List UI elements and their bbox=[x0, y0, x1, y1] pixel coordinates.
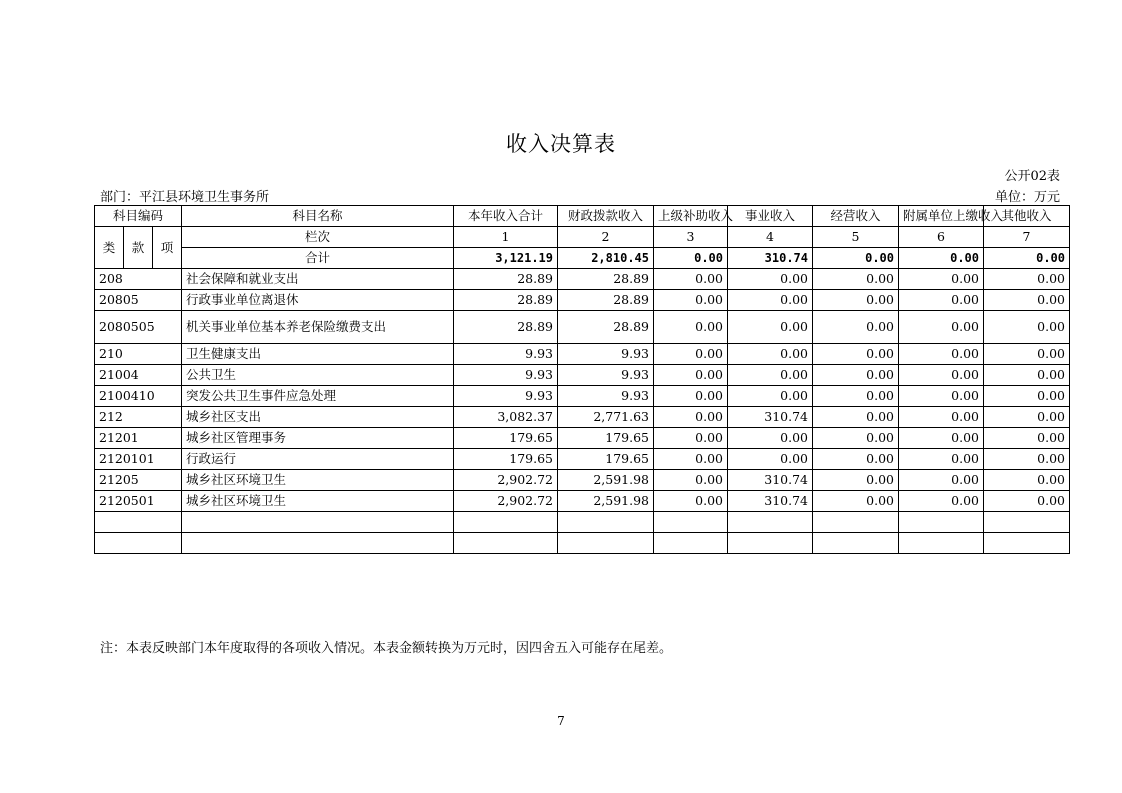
subject-name-cell: 机关事业单位基本养老保险缴费支出 bbox=[182, 311, 454, 344]
col-header-3: 上级补助收入 bbox=[654, 206, 728, 227]
subject-name-cell: 城乡社区管理事务 bbox=[182, 428, 454, 449]
table-row bbox=[95, 428, 1070, 449]
value-cell: 0.00 bbox=[813, 311, 899, 344]
value-cell: 0.00 bbox=[813, 428, 899, 449]
total-value: 0.00 bbox=[813, 248, 899, 269]
value-cell: 0.00 bbox=[899, 491, 984, 512]
total-value: 3,121.19 bbox=[454, 248, 558, 269]
empty-cell bbox=[728, 512, 813, 533]
lei-header: 类 bbox=[95, 227, 124, 269]
value-cell: 0.00 bbox=[728, 386, 813, 407]
col-num: 2 bbox=[558, 227, 654, 248]
table-row bbox=[95, 311, 1070, 344]
value-cell: 0.00 bbox=[654, 290, 728, 311]
value-cell: 0.00 bbox=[899, 428, 984, 449]
subject-name-cell: 城乡社区环境卫生 bbox=[182, 491, 454, 512]
value-cell: 28.89 bbox=[454, 290, 558, 311]
subject-name-cell: 城乡社区环境卫生 bbox=[182, 470, 454, 491]
empty-cell bbox=[95, 533, 182, 554]
value-cell: 0.00 bbox=[813, 491, 899, 512]
total-value: 0.00 bbox=[654, 248, 728, 269]
value-cell: 9.93 bbox=[454, 365, 558, 386]
total-value: 0.00 bbox=[984, 248, 1070, 269]
value-cell: 0.00 bbox=[899, 470, 984, 491]
empty-cell bbox=[558, 512, 654, 533]
value-cell: 0.00 bbox=[813, 290, 899, 311]
value-cell: 0.00 bbox=[728, 344, 813, 365]
table-row bbox=[95, 269, 1070, 290]
table-row bbox=[95, 344, 1070, 365]
empty-cell bbox=[899, 533, 984, 554]
value-cell: 0.00 bbox=[654, 386, 728, 407]
table-row bbox=[95, 449, 1070, 470]
value-cell: 0.00 bbox=[813, 407, 899, 428]
value-cell: 179.65 bbox=[454, 428, 558, 449]
total-value: 2,810.45 bbox=[558, 248, 654, 269]
value-cell: 28.89 bbox=[558, 311, 654, 344]
kuan-header: 款 bbox=[124, 227, 153, 269]
xiang-header: 项 bbox=[153, 227, 182, 269]
col-num: 7 bbox=[984, 227, 1070, 248]
empty-cell bbox=[558, 533, 654, 554]
col-num: 6 bbox=[899, 227, 984, 248]
col-header-4: 事业收入 bbox=[728, 206, 813, 227]
value-cell: 0.00 bbox=[984, 449, 1070, 470]
subject-name-header: 科目名称 bbox=[182, 206, 454, 227]
value-cell: 0.00 bbox=[813, 365, 899, 386]
empty-cell bbox=[95, 512, 182, 533]
value-cell: 0.00 bbox=[984, 491, 1070, 512]
value-cell: 0.00 bbox=[899, 365, 984, 386]
value-cell: 0.00 bbox=[899, 386, 984, 407]
value-cell: 0.00 bbox=[984, 407, 1070, 428]
value-cell: 28.89 bbox=[454, 311, 558, 344]
empty-cell bbox=[813, 533, 899, 554]
col-header-6: 附属单位上缴收入 bbox=[899, 206, 984, 227]
subject-code-cell: 2100410 bbox=[95, 386, 182, 407]
subject-code-cell: 208 bbox=[95, 269, 182, 290]
value-cell: 310.74 bbox=[728, 470, 813, 491]
subject-name-cell: 行政运行 bbox=[182, 449, 454, 470]
value-cell: 0.00 bbox=[899, 269, 984, 290]
subject-name-cell: 卫生健康支出 bbox=[182, 344, 454, 365]
col-header-7: 其他收入 bbox=[984, 206, 1070, 227]
empty-cell bbox=[728, 533, 813, 554]
empty-cell bbox=[899, 512, 984, 533]
subject-code-cell: 20805 bbox=[95, 290, 182, 311]
empty-cell bbox=[654, 533, 728, 554]
value-cell: 0.00 bbox=[728, 290, 813, 311]
value-cell: 0.00 bbox=[654, 491, 728, 512]
subject-name-cell: 突发公共卫生事件应急处理 bbox=[182, 386, 454, 407]
value-cell: 0.00 bbox=[984, 386, 1070, 407]
subject-code-cell: 2120501 bbox=[95, 491, 182, 512]
col-num: 4 bbox=[728, 227, 813, 248]
value-cell: 0.00 bbox=[654, 428, 728, 449]
page-number: 7 bbox=[557, 714, 565, 728]
value-cell: 3,082.37 bbox=[454, 407, 558, 428]
value-cell: 0.00 bbox=[984, 290, 1070, 311]
value-cell: 0.00 bbox=[984, 365, 1070, 386]
table-row bbox=[95, 470, 1070, 491]
value-cell: 0.00 bbox=[654, 269, 728, 290]
subject-code-cell: 21004 bbox=[95, 365, 182, 386]
table-row bbox=[95, 491, 1070, 512]
value-cell: 9.93 bbox=[454, 386, 558, 407]
empty-cell bbox=[454, 512, 558, 533]
value-cell: 2,902.72 bbox=[454, 491, 558, 512]
value-cell: 0.00 bbox=[984, 470, 1070, 491]
value-cell: 2,591.98 bbox=[558, 470, 654, 491]
value-cell: 0.00 bbox=[813, 470, 899, 491]
value-cell: 0.00 bbox=[899, 449, 984, 470]
value-cell: 0.00 bbox=[899, 344, 984, 365]
value-cell: 0.00 bbox=[728, 365, 813, 386]
total-row bbox=[95, 248, 1070, 269]
value-cell: 0.00 bbox=[728, 269, 813, 290]
subject-code-cell: 21201 bbox=[95, 428, 182, 449]
value-cell: 0.00 bbox=[654, 470, 728, 491]
footnote: 注：本表反映部门本年度取得的各项收入情况。本表金额转换为万元时，因四舍五入可能存在尾差。 bbox=[100, 641, 673, 656]
value-cell: 9.93 bbox=[454, 344, 558, 365]
subject-code-cell: 21205 bbox=[95, 470, 182, 491]
subject-code-cell: 210 bbox=[95, 344, 182, 365]
value-cell: 9.93 bbox=[558, 365, 654, 386]
table-code: 公开02表 bbox=[1004, 169, 1060, 184]
empty-cell bbox=[182, 512, 454, 533]
value-cell: 179.65 bbox=[558, 428, 654, 449]
value-cell: 179.65 bbox=[558, 449, 654, 470]
subject-code-header: 科目编码 bbox=[95, 206, 182, 227]
lanci-label: 栏次 bbox=[182, 227, 454, 248]
subject-name-cell: 社会保障和就业支出 bbox=[182, 269, 454, 290]
value-cell: 0.00 bbox=[654, 449, 728, 470]
value-cell: 0.00 bbox=[899, 290, 984, 311]
value-cell: 28.89 bbox=[454, 269, 558, 290]
value-cell: 28.89 bbox=[558, 269, 654, 290]
value-cell: 2,591.98 bbox=[558, 491, 654, 512]
total-value: 0.00 bbox=[899, 248, 984, 269]
table-row bbox=[95, 365, 1070, 386]
value-cell: 9.93 bbox=[558, 344, 654, 365]
value-cell: 0.00 bbox=[813, 344, 899, 365]
subject-name-cell: 行政事业单位离退休 bbox=[182, 290, 454, 311]
empty-cell bbox=[182, 533, 454, 554]
page-title: 收入决算表 bbox=[506, 132, 616, 156]
value-cell: 2,771.63 bbox=[558, 407, 654, 428]
value-cell: 0.00 bbox=[813, 269, 899, 290]
value-cell: 179.65 bbox=[454, 449, 558, 470]
col-num: 5 bbox=[813, 227, 899, 248]
value-cell: 310.74 bbox=[728, 407, 813, 428]
header-row bbox=[95, 206, 1070, 227]
col-num: 3 bbox=[654, 227, 728, 248]
value-cell: 0.00 bbox=[984, 311, 1070, 344]
value-cell: 2,902.72 bbox=[454, 470, 558, 491]
subject-code-cell: 2080505 bbox=[95, 311, 182, 344]
unit-label: 单位：万元 bbox=[994, 190, 1060, 205]
value-cell: 0.00 bbox=[813, 386, 899, 407]
empty-cell bbox=[984, 512, 1070, 533]
value-cell: 0.00 bbox=[654, 365, 728, 386]
col-header-5: 经营收入 bbox=[813, 206, 899, 227]
value-cell: 0.00 bbox=[813, 449, 899, 470]
value-cell: 9.93 bbox=[558, 386, 654, 407]
value-cell: 310.74 bbox=[728, 491, 813, 512]
value-cell: 0.00 bbox=[984, 344, 1070, 365]
income-table bbox=[94, 205, 1070, 554]
empty-row bbox=[95, 533, 1070, 554]
lanci-row bbox=[95, 227, 1070, 248]
table-row bbox=[95, 290, 1070, 311]
value-cell: 0.00 bbox=[654, 407, 728, 428]
subject-name-cell: 城乡社区支出 bbox=[182, 407, 454, 428]
value-cell: 0.00 bbox=[654, 344, 728, 365]
empty-cell bbox=[984, 533, 1070, 554]
value-cell: 0.00 bbox=[728, 428, 813, 449]
value-cell: 28.89 bbox=[558, 290, 654, 311]
col-header-2: 财政拨款收入 bbox=[558, 206, 654, 227]
col-num: 1 bbox=[454, 227, 558, 248]
value-cell: 0.00 bbox=[899, 407, 984, 428]
value-cell: 0.00 bbox=[984, 269, 1070, 290]
value-cell: 0.00 bbox=[899, 311, 984, 344]
department-label: 部门：平江县环境卫生事务所 bbox=[100, 190, 270, 205]
value-cell: 0.00 bbox=[728, 311, 813, 344]
value-cell: 0.00 bbox=[654, 311, 728, 344]
col-header-1: 本年收入合计 bbox=[454, 206, 558, 227]
subject-name-cell: 公共卫生 bbox=[182, 365, 454, 386]
total-value: 310.74 bbox=[728, 248, 813, 269]
subject-code-cell: 2120101 bbox=[95, 449, 182, 470]
empty-cell bbox=[654, 512, 728, 533]
empty-cell bbox=[454, 533, 558, 554]
empty-row bbox=[95, 512, 1070, 533]
table-row bbox=[95, 386, 1070, 407]
value-cell: 0.00 bbox=[984, 428, 1070, 449]
empty-cell bbox=[813, 512, 899, 533]
subject-code-cell: 212 bbox=[95, 407, 182, 428]
table-row bbox=[95, 407, 1070, 428]
total-label: 合计 bbox=[182, 248, 454, 269]
value-cell: 0.00 bbox=[728, 449, 813, 470]
